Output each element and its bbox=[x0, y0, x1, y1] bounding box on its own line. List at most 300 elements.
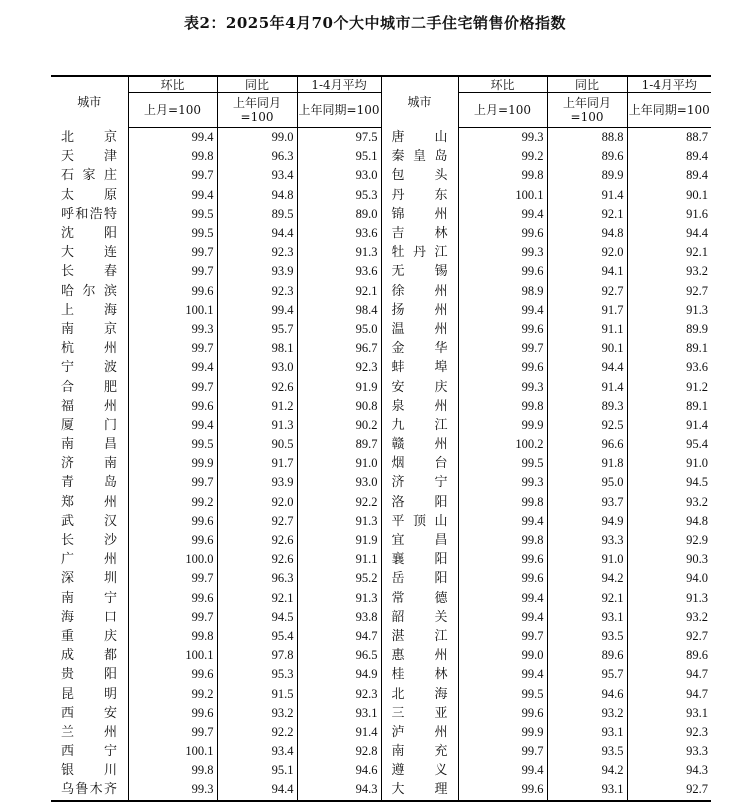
mom-value: 99.5 bbox=[128, 435, 217, 454]
city-name-cell bbox=[51, 435, 128, 454]
yoy-value: 91.4 bbox=[547, 377, 627, 396]
yoy-value: 92.6 bbox=[217, 550, 297, 569]
mom-value: 99.2 bbox=[128, 684, 217, 703]
city-name-cell bbox=[51, 761, 128, 780]
city-name-cell bbox=[51, 147, 128, 166]
avg-value: 93.3 bbox=[627, 742, 711, 761]
avg-value: 94.9 bbox=[297, 665, 381, 684]
city-name-cell bbox=[51, 627, 128, 646]
mom-value: 99.7 bbox=[128, 339, 217, 358]
avg-value: 93.2 bbox=[627, 608, 711, 627]
table-row bbox=[51, 397, 711, 416]
yoy-value: 94.4 bbox=[547, 358, 627, 377]
city-name-cell bbox=[381, 608, 458, 627]
city-name: 广州 bbox=[61, 552, 117, 568]
table-row bbox=[51, 205, 711, 224]
avg-value: 96.5 bbox=[297, 646, 381, 665]
table-row bbox=[51, 416, 711, 435]
header-avg-base-right: 上年同期=100 bbox=[627, 93, 711, 128]
city-name-cell bbox=[51, 493, 128, 512]
yoy-value: 91.7 bbox=[217, 454, 297, 473]
yoy-value: 94.2 bbox=[547, 761, 627, 780]
table-row bbox=[51, 301, 711, 320]
yoy-value: 91.7 bbox=[547, 301, 627, 320]
mom-value: 100.1 bbox=[128, 742, 217, 761]
mom-value: 100.1 bbox=[128, 301, 217, 320]
mom-value: 99.2 bbox=[128, 493, 217, 512]
city-name: 洛阳 bbox=[391, 494, 448, 510]
mom-value: 99.3 bbox=[458, 243, 547, 262]
table-row bbox=[51, 569, 711, 588]
header-city-left: 城市 bbox=[51, 76, 128, 128]
avg-value: 91.4 bbox=[627, 416, 711, 435]
yoy-value: 97.8 bbox=[217, 646, 297, 665]
city-name-cell bbox=[381, 147, 458, 166]
city-name-cell bbox=[381, 569, 458, 588]
header-yoy-left: 同比 bbox=[217, 76, 297, 93]
table-row bbox=[51, 339, 711, 358]
price-index-table bbox=[51, 75, 711, 802]
mom-value: 99.4 bbox=[458, 761, 547, 780]
avg-value: 92.2 bbox=[297, 493, 381, 512]
table-row bbox=[51, 512, 711, 531]
city-name: 惠州 bbox=[391, 648, 448, 664]
city-name: 蚌埠 bbox=[391, 360, 448, 376]
mom-value: 99.4 bbox=[128, 186, 217, 205]
yoy-value: 94.2 bbox=[547, 569, 627, 588]
avg-value: 93.1 bbox=[297, 704, 381, 723]
yoy-value: 93.7 bbox=[547, 493, 627, 512]
avg-value: 91.9 bbox=[297, 377, 381, 396]
city-name-cell bbox=[381, 493, 458, 512]
table-row bbox=[51, 627, 711, 646]
city-name-cell bbox=[381, 684, 458, 703]
avg-value: 94.7 bbox=[627, 684, 711, 703]
city-name: 桂林 bbox=[391, 667, 448, 683]
avg-value: 91.2 bbox=[627, 377, 711, 396]
city-name: 赣州 bbox=[391, 437, 448, 453]
city-name-cell bbox=[381, 128, 458, 148]
avg-value: 92.3 bbox=[297, 684, 381, 703]
city-name: 宁波 bbox=[61, 360, 117, 376]
table-title: 表2：2025年4月70个大中城市二手住宅销售价格指数 bbox=[184, 14, 566, 32]
city-name-cell bbox=[381, 473, 458, 492]
mom-value: 99.8 bbox=[128, 147, 217, 166]
city-name: 秦皇岛 bbox=[391, 149, 448, 165]
city-name: 太原 bbox=[61, 187, 117, 203]
mom-value: 99.3 bbox=[128, 320, 217, 339]
yoy-value: 93.1 bbox=[547, 608, 627, 627]
yoy-value: 94.4 bbox=[217, 224, 297, 243]
city-name: 湛江 bbox=[391, 628, 448, 644]
table-row bbox=[51, 550, 711, 569]
avg-value: 94.8 bbox=[627, 512, 711, 531]
city-name: 徐州 bbox=[391, 283, 448, 299]
city-name-cell bbox=[51, 646, 128, 665]
table-row bbox=[51, 320, 711, 339]
mom-value: 99.9 bbox=[458, 416, 547, 435]
mom-value: 99.7 bbox=[458, 627, 547, 646]
yoy-value: 93.4 bbox=[217, 742, 297, 761]
city-name-cell bbox=[51, 301, 128, 320]
avg-value: 89.1 bbox=[627, 339, 711, 358]
city-name-cell bbox=[51, 454, 128, 473]
yoy-value: 89.3 bbox=[547, 397, 627, 416]
avg-value: 91.3 bbox=[627, 301, 711, 320]
mom-value: 99.7 bbox=[128, 377, 217, 396]
city-name: 杭州 bbox=[61, 341, 117, 357]
yoy-value: 95.7 bbox=[217, 320, 297, 339]
city-name-cell bbox=[51, 665, 128, 684]
city-name: 合肥 bbox=[61, 379, 117, 395]
avg-value: 97.5 bbox=[297, 128, 381, 148]
mom-value: 99.4 bbox=[458, 512, 547, 531]
avg-value: 94.0 bbox=[627, 569, 711, 588]
city-name: 温州 bbox=[391, 321, 448, 337]
yoy-value: 92.6 bbox=[217, 377, 297, 396]
avg-value: 93.6 bbox=[297, 262, 381, 281]
avg-value: 96.7 bbox=[297, 339, 381, 358]
avg-value: 92.1 bbox=[627, 243, 711, 262]
city-name: 济宁 bbox=[391, 475, 448, 491]
mom-value: 99.6 bbox=[458, 262, 547, 281]
mom-value: 99.4 bbox=[128, 358, 217, 377]
avg-value: 91.3 bbox=[297, 243, 381, 262]
header-yoy-right: 同比 bbox=[547, 76, 627, 93]
yoy-value: 89.9 bbox=[547, 166, 627, 185]
yoy-value: 95.7 bbox=[547, 665, 627, 684]
yoy-value: 93.5 bbox=[547, 627, 627, 646]
table-row bbox=[51, 493, 711, 512]
city-name-cell bbox=[381, 358, 458, 377]
table-row bbox=[51, 358, 711, 377]
city-name: 厦门 bbox=[61, 417, 117, 433]
city-name: 金华 bbox=[391, 341, 448, 357]
city-name-cell bbox=[381, 742, 458, 761]
mom-value: 99.7 bbox=[128, 262, 217, 281]
avg-value: 91.9 bbox=[297, 531, 381, 550]
city-name: 上海 bbox=[61, 302, 117, 318]
city-name-cell bbox=[51, 704, 128, 723]
mom-value: 99.7 bbox=[128, 243, 217, 262]
city-name: 岳阳 bbox=[391, 571, 448, 587]
mom-value: 99.6 bbox=[458, 358, 547, 377]
city-name: 北海 bbox=[391, 686, 448, 702]
header-yoy-base-right: 上年同月=100 bbox=[547, 93, 627, 128]
city-name: 丹东 bbox=[391, 187, 448, 203]
city-name-cell bbox=[381, 704, 458, 723]
avg-value: 92.7 bbox=[627, 282, 711, 301]
city-name: 南昌 bbox=[61, 437, 117, 453]
mom-value: 99.4 bbox=[458, 665, 547, 684]
yoy-value: 94.8 bbox=[217, 186, 297, 205]
city-name-cell bbox=[51, 742, 128, 761]
avg-value: 93.1 bbox=[627, 704, 711, 723]
city-name-cell bbox=[381, 339, 458, 358]
avg-value: 94.3 bbox=[297, 780, 381, 800]
city-name-cell bbox=[381, 416, 458, 435]
mom-value: 99.7 bbox=[128, 473, 217, 492]
yoy-value: 92.1 bbox=[547, 589, 627, 608]
header-avg-left: 1-4月平均 bbox=[297, 76, 381, 93]
header-city-right: 城市 bbox=[381, 76, 458, 128]
yoy-value: 93.2 bbox=[217, 704, 297, 723]
avg-value: 91.4 bbox=[297, 723, 381, 742]
avg-value: 94.4 bbox=[627, 224, 711, 243]
mom-value: 99.6 bbox=[128, 531, 217, 550]
mom-value: 99.6 bbox=[458, 550, 547, 569]
city-name-cell bbox=[381, 377, 458, 396]
yoy-value: 93.9 bbox=[217, 262, 297, 281]
city-name-cell bbox=[51, 569, 128, 588]
city-name: 济南 bbox=[61, 456, 117, 472]
avg-value: 92.7 bbox=[627, 627, 711, 646]
yoy-value: 91.3 bbox=[217, 416, 297, 435]
city-name-cell bbox=[381, 282, 458, 301]
city-name: 昆明 bbox=[61, 686, 117, 702]
avg-value: 92.1 bbox=[297, 282, 381, 301]
city-name-cell bbox=[51, 473, 128, 492]
mom-value: 99.4 bbox=[458, 301, 547, 320]
city-name-cell bbox=[51, 205, 128, 224]
city-name-cell bbox=[381, 780, 458, 800]
city-name-cell bbox=[51, 282, 128, 301]
mom-value: 99.6 bbox=[128, 589, 217, 608]
yoy-value: 91.8 bbox=[547, 454, 627, 473]
city-name-cell bbox=[51, 723, 128, 742]
avg-value: 89.4 bbox=[627, 166, 711, 185]
avg-value: 93.6 bbox=[297, 224, 381, 243]
mom-value: 99.8 bbox=[458, 493, 547, 512]
mom-value: 99.4 bbox=[128, 128, 217, 148]
yoy-value: 93.5 bbox=[547, 742, 627, 761]
city-name-cell bbox=[51, 320, 128, 339]
table-row bbox=[51, 224, 711, 243]
yoy-value: 93.1 bbox=[547, 780, 627, 800]
avg-value: 93.6 bbox=[627, 358, 711, 377]
city-name: 烟台 bbox=[391, 456, 448, 472]
city-name: 安庆 bbox=[391, 379, 448, 395]
city-name: 兰州 bbox=[61, 724, 117, 740]
city-name-cell bbox=[51, 358, 128, 377]
yoy-value: 93.9 bbox=[217, 473, 297, 492]
avg-value: 89.4 bbox=[627, 147, 711, 166]
avg-value: 94.6 bbox=[297, 761, 381, 780]
city-name: 九江 bbox=[391, 417, 448, 433]
table-row bbox=[51, 186, 711, 205]
city-name: 长春 bbox=[61, 264, 117, 280]
city-name-cell bbox=[51, 416, 128, 435]
avg-value: 94.3 bbox=[627, 761, 711, 780]
city-name: 包头 bbox=[391, 168, 448, 184]
yoy-value: 89.5 bbox=[217, 205, 297, 224]
table-row bbox=[51, 684, 711, 703]
city-name-cell bbox=[51, 608, 128, 627]
avg-value: 89.7 bbox=[297, 435, 381, 454]
city-name: 北京 bbox=[61, 129, 117, 145]
city-name: 大理 bbox=[391, 782, 448, 798]
avg-value: 91.3 bbox=[297, 512, 381, 531]
avg-value: 93.0 bbox=[297, 473, 381, 492]
city-name-cell bbox=[51, 377, 128, 396]
mom-value: 99.7 bbox=[128, 569, 217, 588]
city-name: 天津 bbox=[61, 149, 117, 165]
city-name: 呼和浩特 bbox=[61, 206, 117, 222]
avg-value: 89.9 bbox=[627, 320, 711, 339]
table-row bbox=[51, 435, 711, 454]
yoy-value: 88.8 bbox=[547, 128, 627, 148]
avg-value: 93.2 bbox=[627, 493, 711, 512]
avg-value: 95.4 bbox=[627, 435, 711, 454]
yoy-value: 96.3 bbox=[217, 569, 297, 588]
mom-value: 99.6 bbox=[458, 224, 547, 243]
avg-value: 90.8 bbox=[297, 397, 381, 416]
city-name-cell bbox=[381, 320, 458, 339]
mom-value: 99.4 bbox=[458, 589, 547, 608]
city-name: 南充 bbox=[391, 744, 448, 760]
city-name: 南京 bbox=[61, 321, 117, 337]
city-name-cell bbox=[381, 646, 458, 665]
yoy-value: 95.4 bbox=[217, 627, 297, 646]
city-name: 南宁 bbox=[61, 590, 117, 606]
avg-value: 91.0 bbox=[627, 454, 711, 473]
avg-value: 95.2 bbox=[297, 569, 381, 588]
city-name-cell bbox=[381, 665, 458, 684]
mom-value: 99.7 bbox=[128, 166, 217, 185]
yoy-value: 94.9 bbox=[547, 512, 627, 531]
table-row bbox=[51, 742, 711, 761]
city-name-cell bbox=[51, 166, 128, 185]
mom-value: 99.5 bbox=[458, 684, 547, 703]
city-name: 锦州 bbox=[391, 206, 448, 222]
mom-value: 99.5 bbox=[458, 454, 547, 473]
yoy-value: 93.0 bbox=[217, 358, 297, 377]
yoy-value: 95.0 bbox=[547, 473, 627, 492]
yoy-value: 93.3 bbox=[547, 531, 627, 550]
yoy-value: 94.4 bbox=[217, 780, 297, 800]
mom-value: 99.6 bbox=[128, 704, 217, 723]
mom-value: 99.4 bbox=[458, 608, 547, 627]
avg-value: 95.0 bbox=[297, 320, 381, 339]
yoy-value: 92.7 bbox=[217, 512, 297, 531]
mom-value: 99.7 bbox=[128, 723, 217, 742]
city-name: 平顶山 bbox=[391, 513, 448, 529]
yoy-value: 94.6 bbox=[547, 684, 627, 703]
mom-value: 99.3 bbox=[458, 473, 547, 492]
city-name: 哈尔滨 bbox=[61, 283, 117, 299]
yoy-value: 92.6 bbox=[217, 531, 297, 550]
yoy-value: 93.4 bbox=[217, 166, 297, 185]
avg-value: 89.1 bbox=[627, 397, 711, 416]
mom-value: 99.2 bbox=[458, 147, 547, 166]
yoy-value: 91.0 bbox=[547, 550, 627, 569]
mom-value: 99.8 bbox=[128, 761, 217, 780]
table-row bbox=[51, 704, 711, 723]
city-name-cell bbox=[51, 684, 128, 703]
avg-value: 88.7 bbox=[627, 128, 711, 148]
city-name-cell bbox=[51, 550, 128, 569]
yoy-value: 92.1 bbox=[547, 205, 627, 224]
table-row bbox=[51, 282, 711, 301]
yoy-value: 96.3 bbox=[217, 147, 297, 166]
mom-value: 100.1 bbox=[128, 646, 217, 665]
city-name-cell bbox=[381, 761, 458, 780]
mom-value: 100.2 bbox=[458, 435, 547, 454]
avg-value: 92.3 bbox=[297, 358, 381, 377]
yoy-value: 91.5 bbox=[217, 684, 297, 703]
avg-value: 94.5 bbox=[627, 473, 711, 492]
mom-value: 99.4 bbox=[458, 205, 547, 224]
city-name: 成都 bbox=[61, 648, 117, 664]
city-name: 三亚 bbox=[391, 705, 448, 721]
yoy-value: 90.1 bbox=[547, 339, 627, 358]
table-body bbox=[51, 128, 711, 801]
table-row bbox=[51, 723, 711, 742]
city-name: 福州 bbox=[61, 398, 117, 414]
city-name: 乌鲁木齐 bbox=[61, 782, 117, 798]
city-name: 常德 bbox=[391, 590, 448, 606]
city-name-cell bbox=[381, 243, 458, 262]
city-name: 宜昌 bbox=[391, 533, 448, 549]
table-row bbox=[51, 780, 711, 800]
mom-value: 99.0 bbox=[458, 646, 547, 665]
yoy-value: 92.3 bbox=[217, 282, 297, 301]
avg-value: 92.8 bbox=[297, 742, 381, 761]
avg-value: 91.0 bbox=[297, 454, 381, 473]
city-name-cell bbox=[51, 262, 128, 281]
mom-value: 100.0 bbox=[128, 550, 217, 569]
city-name-cell bbox=[51, 512, 128, 531]
mom-value: 99.3 bbox=[458, 377, 547, 396]
yoy-value: 98.1 bbox=[217, 339, 297, 358]
city-name: 扬州 bbox=[391, 302, 448, 318]
mom-value: 99.6 bbox=[128, 282, 217, 301]
yoy-value: 94.1 bbox=[547, 262, 627, 281]
yoy-value: 93.1 bbox=[547, 723, 627, 742]
avg-value: 91.3 bbox=[627, 589, 711, 608]
avg-value: 91.3 bbox=[297, 589, 381, 608]
yoy-value: 93.2 bbox=[547, 704, 627, 723]
city-name: 西安 bbox=[61, 705, 117, 721]
city-name: 海口 bbox=[61, 609, 117, 625]
table-row bbox=[51, 454, 711, 473]
yoy-value: 99.4 bbox=[217, 301, 297, 320]
city-name: 银川 bbox=[61, 763, 117, 779]
avg-value: 89.6 bbox=[627, 646, 711, 665]
mom-value: 99.3 bbox=[458, 128, 547, 148]
city-name: 西宁 bbox=[61, 744, 117, 760]
mom-value: 99.6 bbox=[458, 320, 547, 339]
city-name-cell bbox=[381, 589, 458, 608]
yoy-value: 89.6 bbox=[547, 147, 627, 166]
city-name: 重庆 bbox=[61, 628, 117, 644]
city-name: 贵阳 bbox=[61, 667, 117, 683]
table-row bbox=[51, 665, 711, 684]
table-row bbox=[51, 262, 711, 281]
city-name: 牡丹江 bbox=[391, 245, 448, 261]
header-mom-right: 环比 bbox=[458, 76, 547, 93]
city-name-cell bbox=[381, 205, 458, 224]
table-row bbox=[51, 761, 711, 780]
city-name-cell bbox=[381, 301, 458, 320]
city-name-cell bbox=[51, 531, 128, 550]
city-name: 襄阳 bbox=[391, 552, 448, 568]
city-name-cell bbox=[381, 166, 458, 185]
city-name: 泉州 bbox=[391, 398, 448, 414]
header-avg-right: 1-4月平均 bbox=[627, 76, 711, 93]
city-name: 泸州 bbox=[391, 724, 448, 740]
avg-value: 91.6 bbox=[627, 205, 711, 224]
